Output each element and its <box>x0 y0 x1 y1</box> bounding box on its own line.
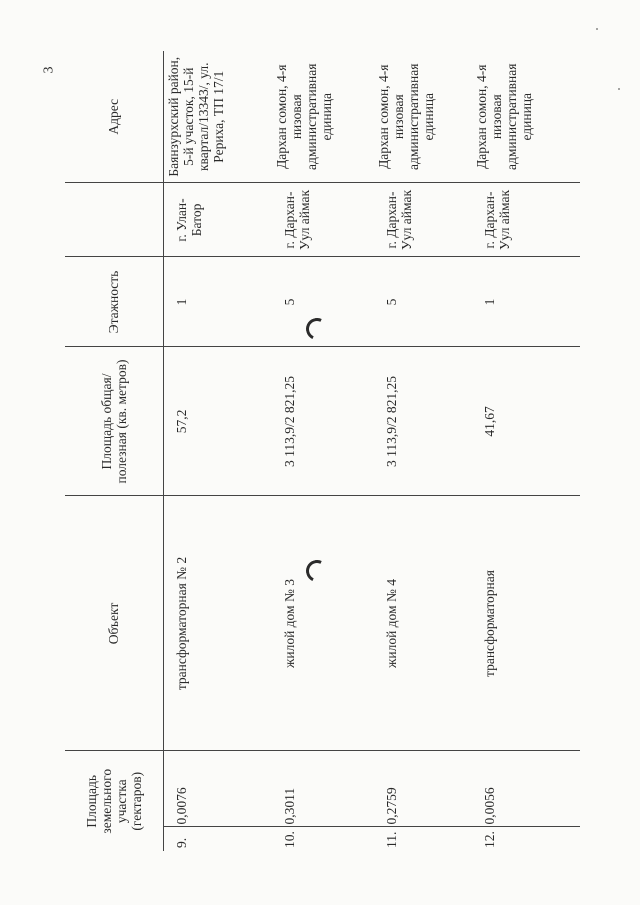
floors-cell: 1 <box>472 257 580 347</box>
usable-area-cell: 3 113,9/2 821,25 <box>374 347 472 496</box>
land-area-cell: 0,0056 <box>472 751 580 827</box>
object-cell: жилой дом № 4 <box>374 496 472 751</box>
city-cell: г. Улан-Батор <box>164 183 273 257</box>
object-cell: жилой дом № 3 <box>272 496 374 751</box>
address-cell: Дархан сомон, 4-я низовая административная единица <box>472 51 580 183</box>
header-object: Объект <box>65 496 164 751</box>
usable-area-cell: 41,67 <box>472 347 580 496</box>
object-cell: трансформаторная <box>472 496 580 751</box>
address-cell: Баянзурхский район, 5-й участок, 15-й квартал/13343/, ул. Рериха, ТП 17/1 <box>164 51 273 183</box>
object-cell: трансформаторная № 2 <box>164 496 273 751</box>
city-cell: г. Дархан-Уул аймак <box>374 183 472 257</box>
address-cell: Дархан сомон, 4-я низовая административная единица <box>374 51 472 183</box>
land-area-cell: 0,0076 <box>164 751 273 827</box>
floors-cell: 5 <box>272 257 374 347</box>
header-land-area: Площадь земельного участка (гектаров) <box>65 751 164 851</box>
floors-cell: 1 <box>164 257 273 347</box>
land-area-cell: 0,3011 <box>272 751 374 827</box>
table-row <box>164 51 273 851</box>
usable-area-cell: 57,2 <box>164 347 273 496</box>
table-row <box>272 51 374 851</box>
usable-area-cell: 3 113,9/2 821,25 <box>272 347 374 496</box>
row-number: 9. <box>174 837 189 848</box>
page-number: 3 <box>41 66 57 74</box>
table-row <box>374 51 472 851</box>
city-cell: г. Дархан-Уул аймак <box>472 183 580 257</box>
address-cell: Дархан сомон, 4-я низовая административная единица <box>272 51 374 183</box>
header-city <box>65 183 164 257</box>
row-number: 11. <box>384 831 399 848</box>
floors-cell: 5 <box>374 257 472 347</box>
city-cell: г. Дархан-Уул аймак <box>272 183 374 257</box>
header-floors: Этажность <box>65 257 164 347</box>
table-row <box>472 51 580 851</box>
table-header-row <box>65 51 164 851</box>
property-table <box>65 51 580 851</box>
row-number: 10. <box>282 831 297 848</box>
land-area-cell: 0,2759 <box>374 751 472 827</box>
scan-speck <box>618 88 620 90</box>
header-address: Адрес <box>65 51 164 183</box>
scan-speck <box>596 28 598 30</box>
row-number: 12. <box>482 831 497 848</box>
rotated-table-container <box>65 51 585 851</box>
header-usable-area: Площадь общая/полезная (кв. метров) <box>65 347 164 496</box>
